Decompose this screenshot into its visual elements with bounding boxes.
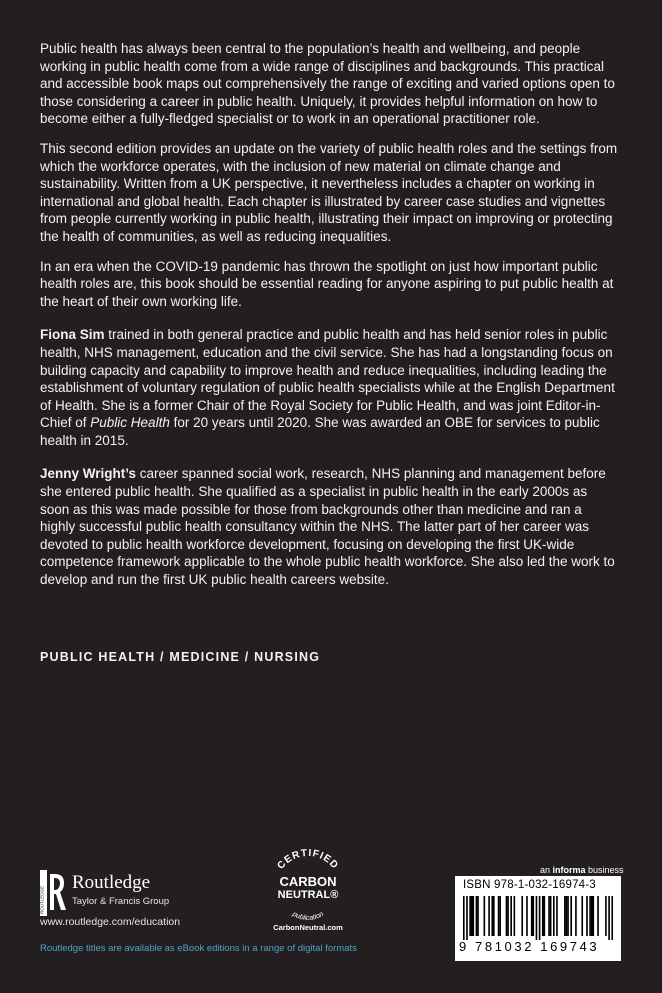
informa-suffix: business — [585, 865, 624, 875]
barcode-bar — [476, 896, 478, 936]
carbon-badge-line2: NEUTRAL® — [277, 889, 339, 901]
barcode-bar — [566, 896, 568, 936]
author-bio-text-b: for 20 years until 2020. She was awarded an OBE for services to public health in 2015. — [40, 415, 600, 448]
publisher-url[interactable]: www.routledge.com/education — [40, 916, 181, 928]
barcode-bar — [570, 896, 572, 936]
barcode-bar — [488, 896, 490, 936]
author-bio-text: career spanned social work, research, NHS planning and management before she entered public health. She qualified as a specialist in public health in the early 2000s as soon as this was made possible for those from backgrounds other than medicine and ran a highly successful public health consultancy within the NHS. The latter part of her career was devoted to public health workforce development, focusing on developing the first UK-wide competence framework applicable to the whole public health workforce. She also led the work to develop and run the first UK public health careers website. — [40, 466, 615, 588]
barcode-bar — [536, 896, 538, 940]
barcode-bar — [586, 896, 588, 936]
barcode-bar — [514, 896, 516, 936]
barcode-bar — [491, 896, 493, 936]
barcode-bar — [611, 896, 613, 940]
carbon-neutral-badge — [262, 842, 354, 934]
barcode-bar — [592, 896, 594, 936]
author-bio-text-a: trained in both general practice and public health and has held senior roles in public health, NHS management, education and the civil service. She has had a longstanding focus on building capacity and capability to improve health and reduce inequalities, including leading the establishment of voluntary regulation of public health specialists while at the English Department of Health. She is a former Chair of the Royal Society for Public Health, and was joint Editor-in-Chief of — [40, 327, 615, 431]
barcode-bar — [506, 896, 508, 936]
isbn-barcode — [463, 896, 613, 940]
barcode-bar — [605, 896, 607, 936]
barcode-bar — [498, 896, 500, 936]
barcode-bar — [463, 896, 465, 940]
barcode-bar — [608, 896, 610, 940]
isbn-barcode-box — [455, 876, 621, 961]
barcode-bar — [510, 896, 512, 936]
barcode-bar — [466, 896, 468, 940]
publisher-block — [40, 870, 240, 930]
barcode-bar — [521, 896, 523, 936]
author-name-jenny-wright: Jenny Wright’s — [40, 466, 137, 482]
barcode-bar — [567, 896, 569, 936]
author-bio-jenny-wright — [40, 465, 620, 588]
barcode-bar — [597, 896, 599, 936]
barcode-bar — [556, 896, 558, 936]
barcode-bar — [472, 896, 474, 936]
barcode-bar — [526, 896, 528, 936]
informa-brand: informa — [552, 865, 586, 875]
barcode-bar — [575, 896, 577, 936]
blurb-paragraph-1: Public health has always been central to the population’s health and wellbeing, and people working in public health come from a wide range of disciplines and backgrounds. This practical and accessible book maps out comprehensively the range of exciting and varied options open to those considering a career in public health. Uniquely, it provides helpful information on how to become either a fully-fledged specialist or to work in an operational practitioner role. — [40, 41, 615, 127]
barcode-bar — [471, 896, 473, 936]
barcode-bar — [499, 896, 501, 936]
barcode-bar — [477, 896, 479, 936]
svg-text:CERTIFIED — [275, 848, 340, 872]
publisher-group: Taylor & Francis Group — [72, 896, 170, 907]
journal-title: Public Health — [90, 415, 170, 431]
informa-business-tag — [540, 865, 624, 875]
barcode-bar — [591, 896, 593, 936]
ebook-availability-note: Routledge titles are available as eBook editions in a range of digital formats — [40, 943, 357, 954]
barcode-bar — [507, 896, 509, 936]
routledge-logo-icon — [40, 870, 66, 916]
carbon-badge-top: CERTIFIED — [275, 847, 341, 872]
blurb-paragraph-2: This second edition provides an update on the variety of public health roles and the settings from which the workforce operates, with the inclusion of new material on climate change and sustainability. Written from a UK perspective, it nevertheless includes a chapter on working in international and global health. Each chapter is illustrated by career case studies and vignettes from people currently working in public health, illustrating their impact on improving or protecting the health of communities, as well as reducing inequalities. — [40, 140, 618, 244]
carbon-neutral-url[interactable]: CarbonNeutral.com — [273, 923, 343, 932]
barcode-bar — [544, 896, 546, 936]
blurb-paragraph-3: In an era when the COVID-19 pandemic has thrown the spotlight on just how important public health roles are, this book should be essential reading for anyone aspiring to put public health at the heart of their own working life. — [40, 258, 614, 309]
informa-prefix: an — [540, 865, 553, 875]
author-bio-fiona-sim — [40, 326, 620, 449]
barcode-bar — [531, 896, 533, 936]
barcode-bar — [542, 896, 544, 936]
back-cover-blurb — [40, 40, 620, 605]
barcode-bar — [548, 896, 550, 936]
publisher-name: Routledge — [72, 872, 151, 893]
barcode-bar — [532, 896, 534, 936]
subject-categories: PUBLIC HEALTH / MEDICINE / NURSING — [40, 650, 321, 664]
barcode-bar — [493, 896, 495, 936]
svg-text:ROUTLEDGE: ROUTLEDGE — [40, 885, 45, 914]
isbn-label: ISBN 978-1-032-16974-3 — [463, 879, 596, 891]
carbon-badge-bottom: publication — [291, 910, 325, 923]
barcode-bar — [553, 896, 555, 936]
author-name-fiona-sim: Fiona Sim — [40, 327, 105, 343]
barcode-bar — [484, 896, 486, 936]
barcode-bar — [581, 896, 583, 936]
barcode-bar — [589, 896, 591, 936]
barcode-digits: 9 781032 169743 — [459, 939, 600, 954]
barcode-bar — [539, 896, 541, 940]
carbon-badge-line1: CARBON — [279, 874, 337, 889]
barcode-bar — [469, 896, 471, 936]
barcode-bar — [564, 896, 566, 936]
barcode-bar — [550, 896, 552, 936]
svg-text:publication — [290, 910, 325, 922]
